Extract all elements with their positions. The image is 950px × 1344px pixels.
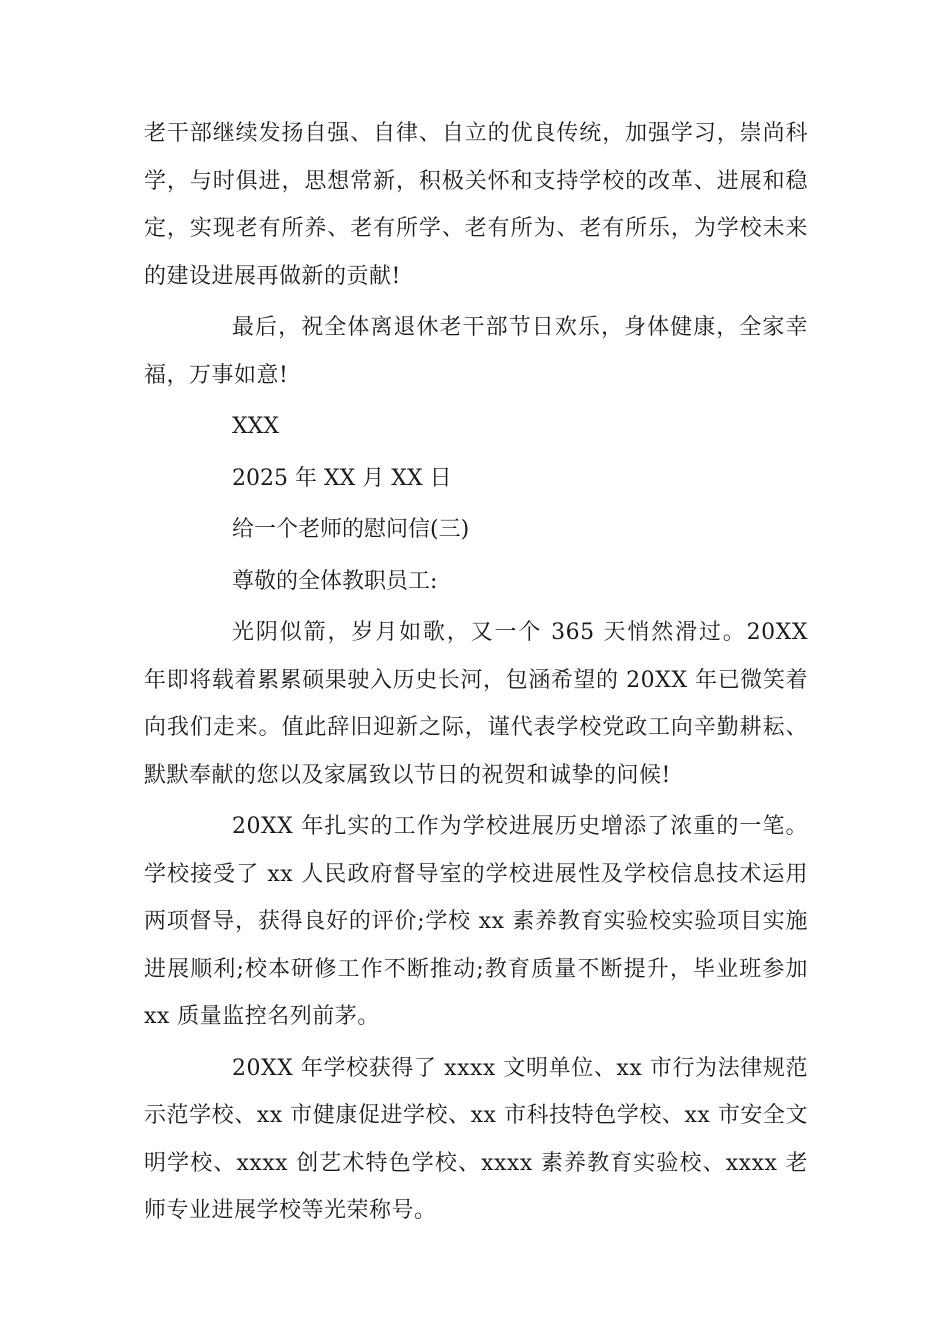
salutation: 尊敬的全体教职员工:	[232, 568, 438, 594]
letter-date: 2025 年 XX 月 XX 日	[232, 465, 452, 491]
document-page	[144, 110, 808, 1239]
paragraph-work-achievements: 20XX 年扎实的工作为学校进展历史增添了浓重的一笔。学校接受了 xx 人民政府督导室的学校进展性及学校信息技术运用两项督导，获得良好的评价;学校 xx 素养教育实验校实验项目实施进展顺利;校本研修工作不断推动;教育质量不断提升，毕业班参加 xx 质量监控名列前茅。	[144, 814, 808, 1029]
paragraph-continuation: 老干部继续发扬自强、自律、自立的优良传统，加强学习，崇尚科学，与时俱进，思想常新，积极关怀和支持学校的改革、进展和稳定，实现老有所养、老有所学、老有所为、老有所乐，为学校未来的建设进展再做新的贡献!	[144, 121, 808, 289]
paragraph-closing-wishes: 最后，祝全体离退休老干部节日欢乐，身体健康，全家幸福，万事如意!	[144, 315, 808, 388]
signature: XXX	[232, 414, 279, 439]
paragraph-new-year-greeting: 光阴似箭，岁月如歌，又一个 365 天悄然滑过。20XX 年即将载着累累硕果驶入历史长河，包涵希望的 20XX 年已微笑着向我们走来。值此辞旧迎新之际，谨代表学校党政工向辛勤耕耘、默默奉献的您以及家属致以节日的祝贺和诚挚的问候!	[144, 620, 808, 788]
letter-title: 给一个老师的慰问信(三)	[232, 517, 470, 542]
paragraph-honors: 20XX 年学校获得了 xxxx 文明单位、xx 市行为法律规范示范学校、xx 市健康促进学校、xx 市科技特色学校、xx 市安全文明学校、xxxx 创艺术特色学校、xxxx 素养教育实验校、xxxx 老师专业进展学校等光荣称号。	[144, 1055, 808, 1223]
